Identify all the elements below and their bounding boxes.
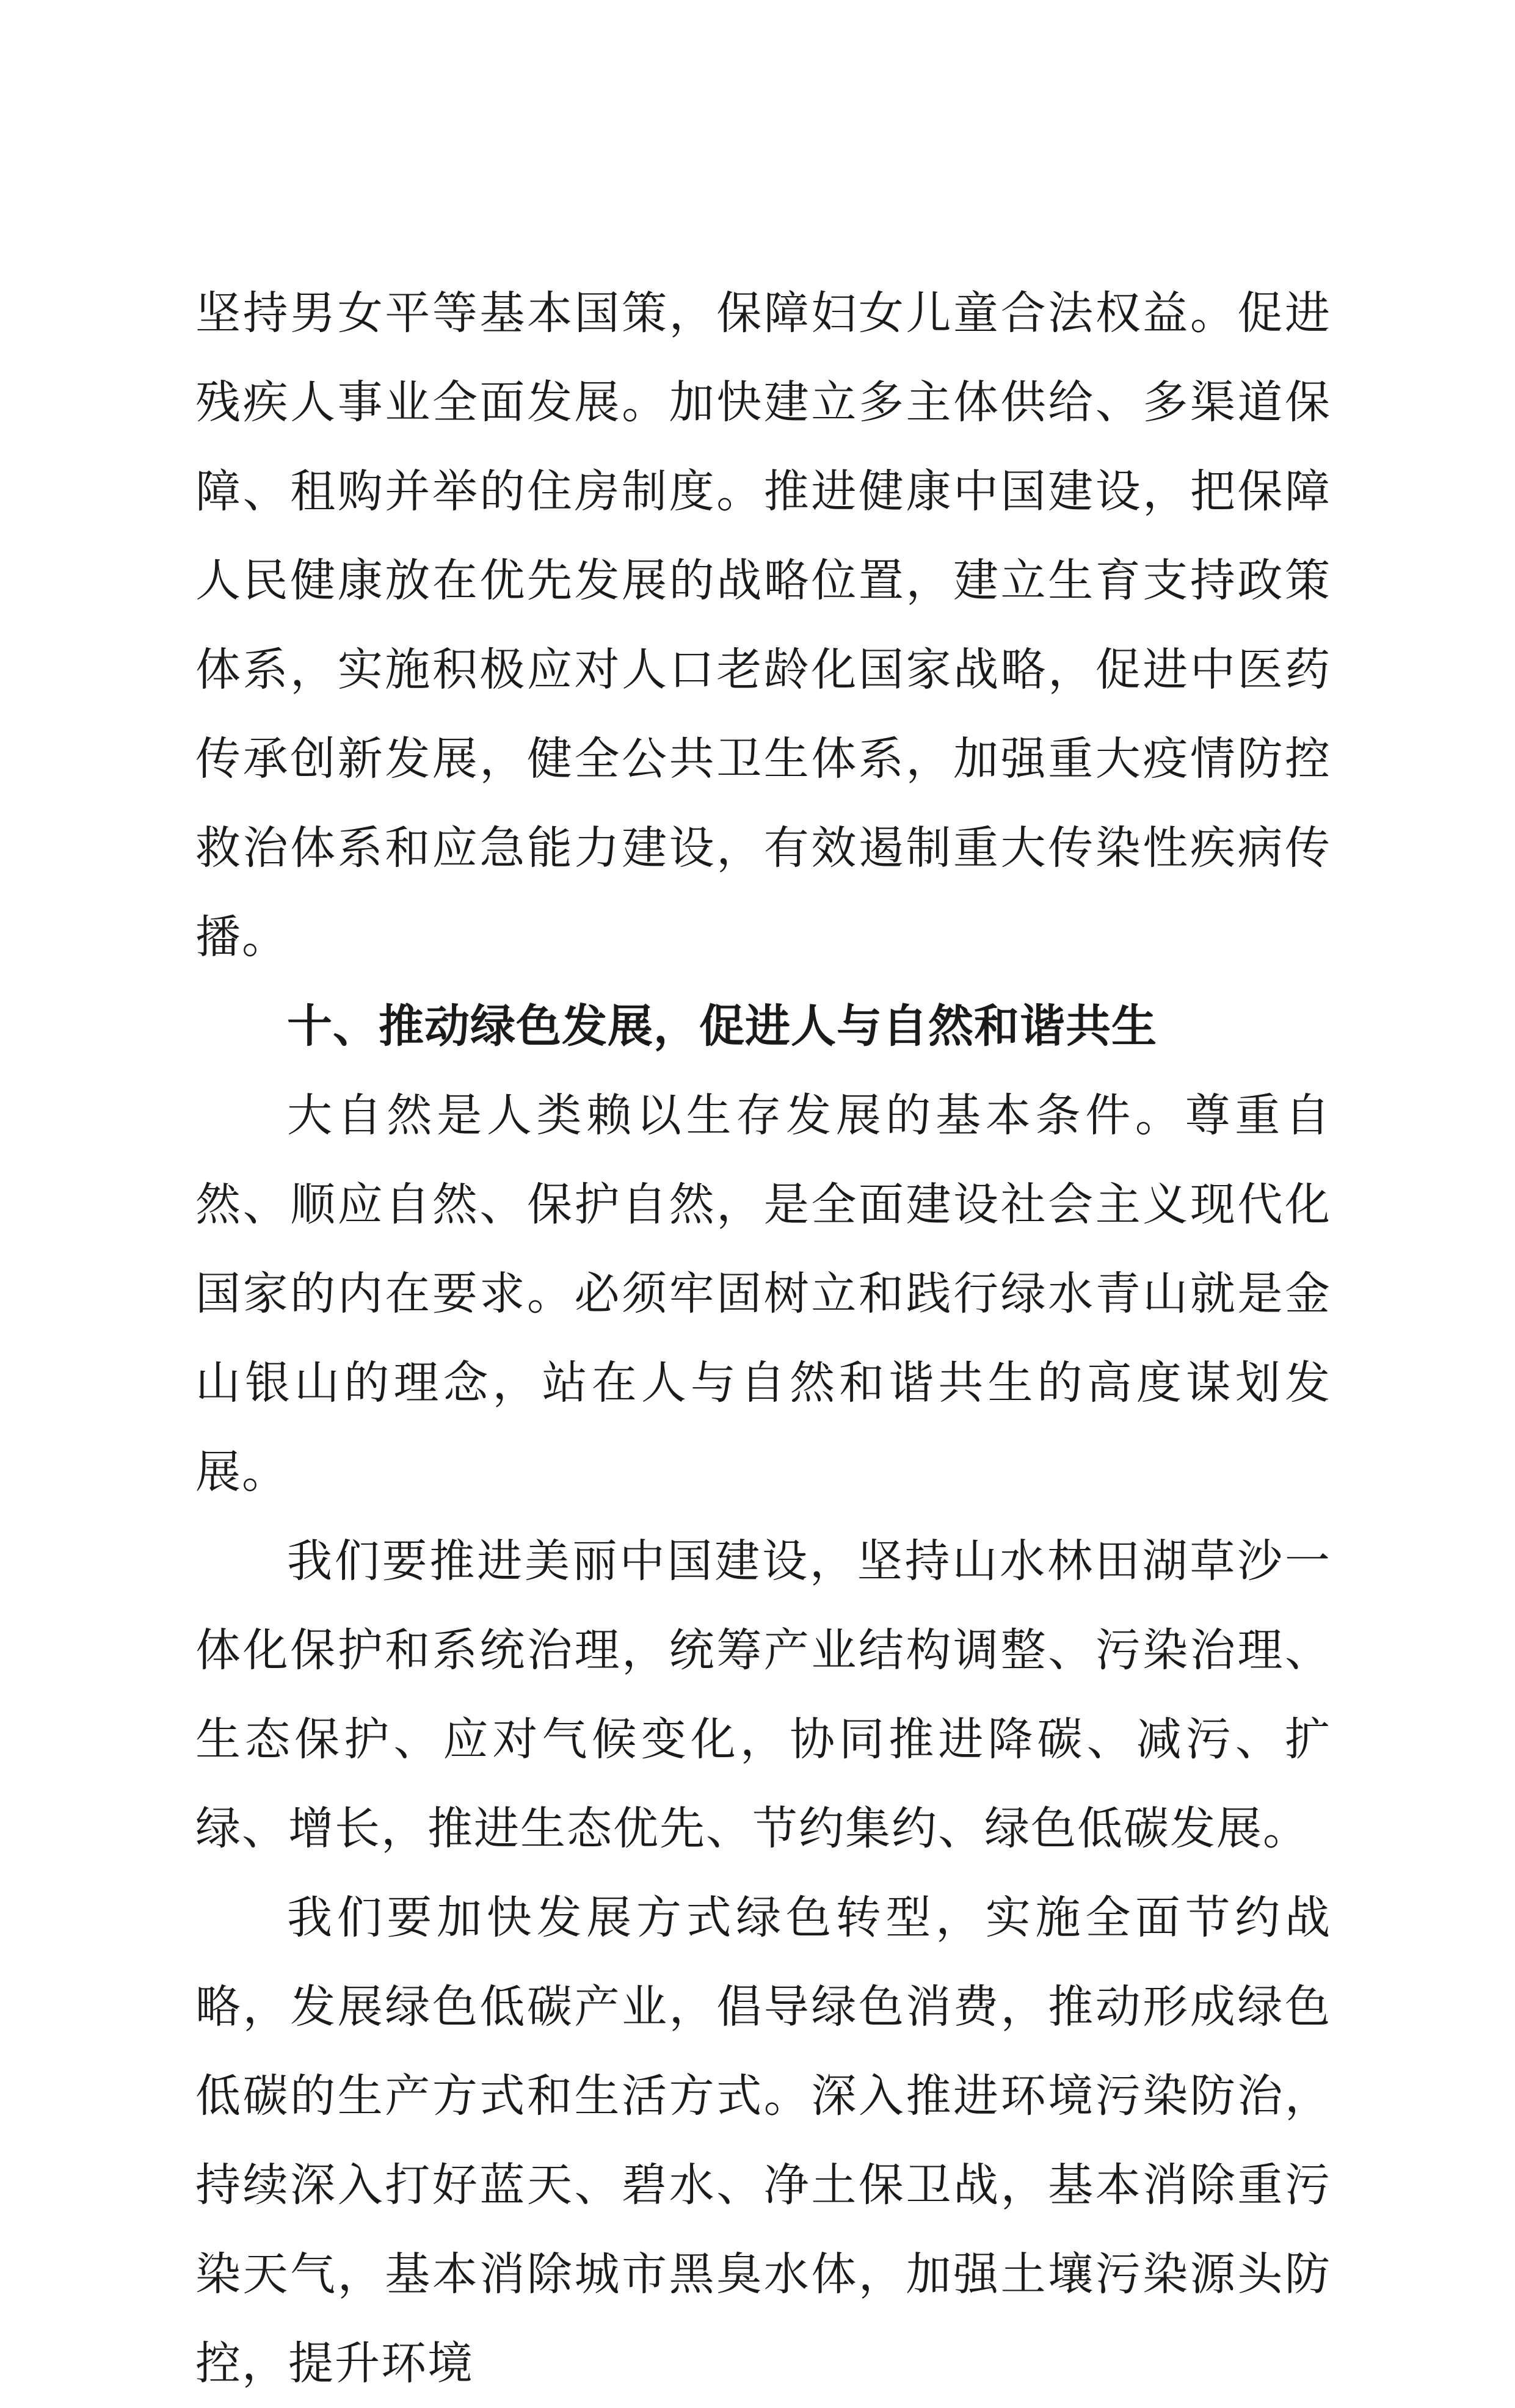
paragraph: 大自然是人类赖以生存发展的基本条件。尊重自然、顺应自然、保护自然，是全面建设社会主义现代化国家的内在要求。必须牢固树立和践行绿水青山就是金山银山的理念，站在人与自然和谐共生的高度谋划发展。 (195, 1089, 1331, 1498)
document-body (195, 269, 1331, 2408)
paragraph: 我们要加快发展方式绿色转型，实施全面节约战略，发展绿色低碳产业，倡导绿色消费，推动形成绿色低碳的生产方式和生活方式。深入推进环境污染防治，持续深入打好蓝天、碧水、净土保卫战，基本消除重污染天气，基本消除城市黑臭水体，加强土壤污染源头防控，提升环境 (195, 1891, 1331, 2390)
paragraph-continuation: 坚持男女平等基本国策，保障妇女儿童合法权益。促进残疾人事业全面发展。加快建立多主体供给、多渠道保障、租购并举的住房制度。推进健康中国建设，把保障人民健康放在优先发展的战略位置，建立生育支持政策体系，实施积极应对人口老龄化国家战略，促进中医药传承创新发展，健全公共卫生体系，加强重大疫情防控救治体系和应急能力建设，有效遏制重大传染性疾病传播。 (195, 287, 1331, 963)
paragraph: 我们要推进美丽中国建设，坚持山水林田湖草沙一体化保护和系统治理，统筹产业结构调整、污染治理、生态保护、应对气候变化，协同推进降碳、减污、扩绿、增长，推进生态优先、节约集约、绿色低碳发展。 (195, 1535, 1331, 1855)
section-heading: 十、推动绿色发展，促进人与自然和谐共生 (287, 1000, 1157, 1053)
